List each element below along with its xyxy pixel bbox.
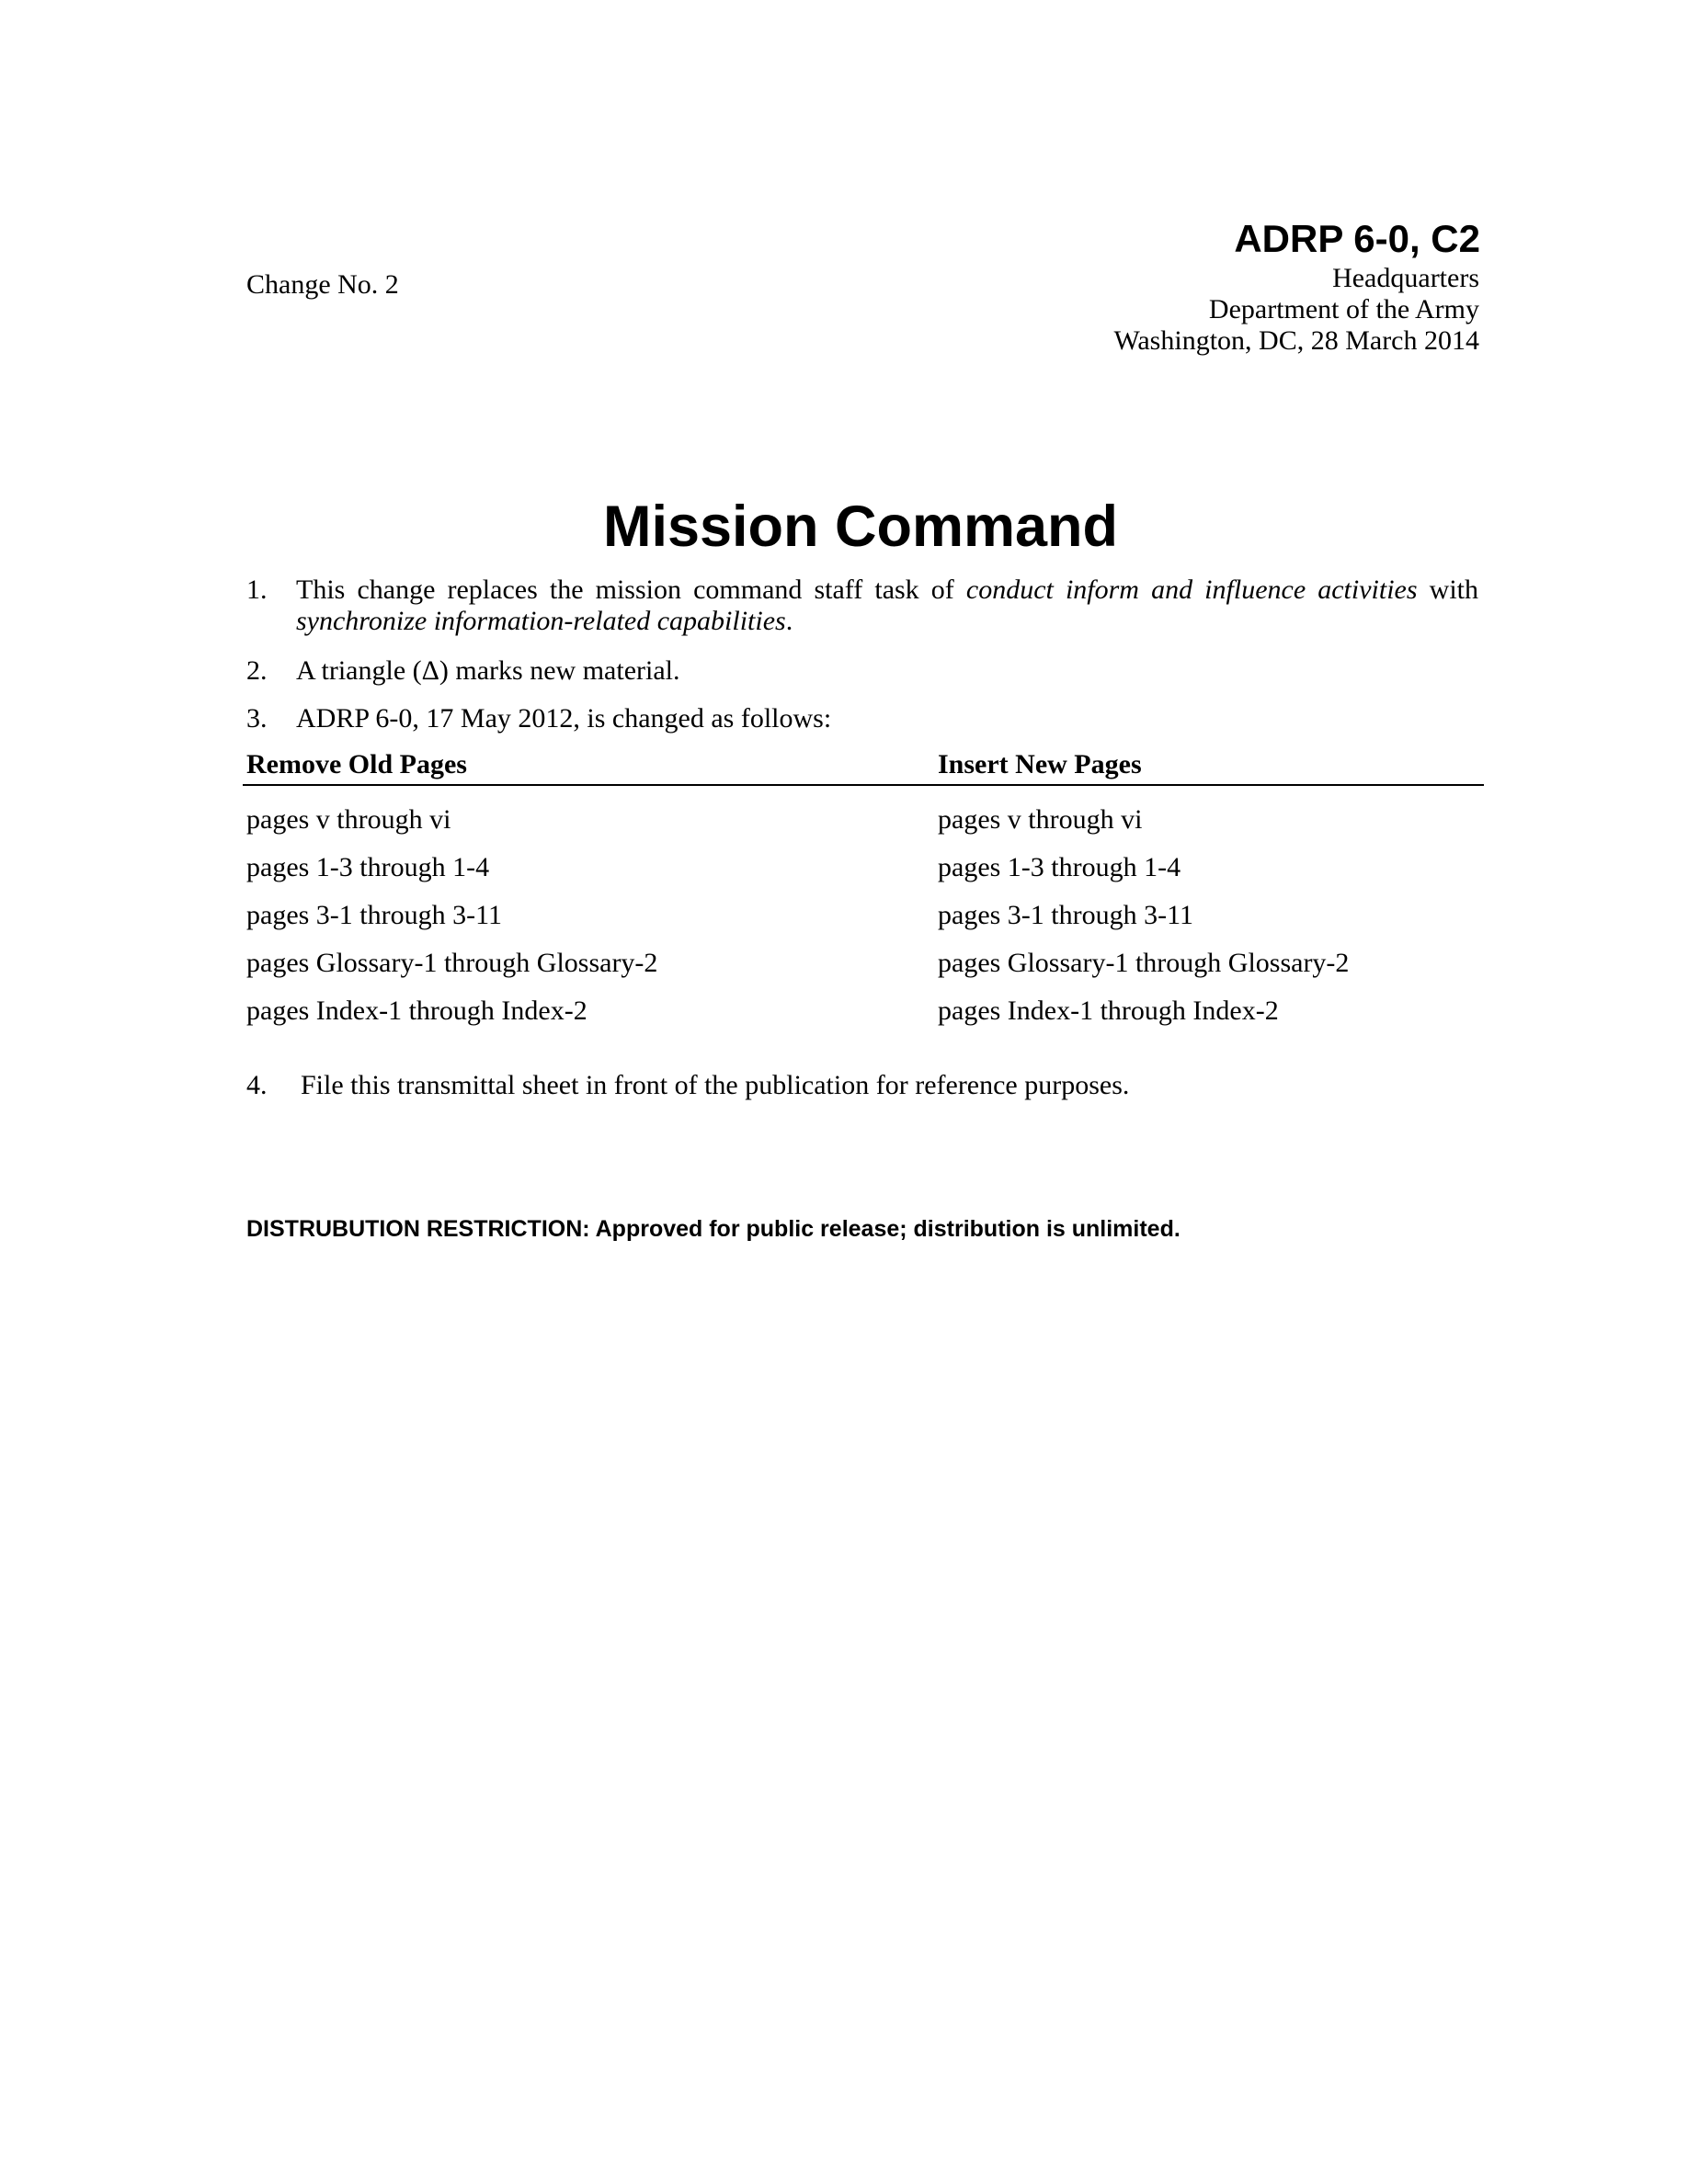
list-item [246, 574, 1478, 637]
table-cell: pages 3-1 through 3-11 [938, 900, 1193, 930]
table-cell: pages 1-3 through 1-4 [246, 852, 490, 882]
issuer-block [1113, 263, 1479, 357]
item-text-italic: synchronize information-related capabilities [296, 606, 786, 636]
table-row [243, 979, 1484, 1027]
table-row [243, 883, 1484, 931]
item-text-part: . [785, 606, 793, 636]
issuer-line: Headquarters [1332, 263, 1479, 293]
table-row [243, 785, 1484, 836]
change-number: Change No. 2 [246, 269, 399, 300]
item-text-italic: conduct inform and influence activities [965, 574, 1418, 605]
table-cell: pages Glossary-1 through Glossary-2 [938, 948, 1350, 978]
item-text-part: This change replaces the mission command staff task of [296, 574, 966, 605]
distribution-restriction: DISTRUBUTION RESTRICTION: Approved for public release; distribution is unlimited. [246, 1216, 1180, 1242]
list-item [246, 655, 1478, 687]
table-cell: pages Index-1 through Index-2 [246, 995, 587, 1026]
issuer-line: Department of the Army [1208, 294, 1479, 324]
page-title: Mission Command [602, 495, 1119, 559]
table-cell: pages Index-1 through Index-2 [938, 995, 1279, 1026]
list-item [246, 703, 1478, 734]
table-row [243, 836, 1484, 883]
item-text [296, 574, 1478, 637]
item-number: 2. [246, 655, 268, 686]
item-text: ADRP 6-0, 17 May 2012, is changed as follows: [296, 703, 832, 734]
item-number: 1. [246, 574, 268, 605]
table-cell: pages 1-3 through 1-4 [938, 852, 1181, 882]
table-cell: pages v through vi [246, 804, 451, 835]
issuer-date-line: Washington, DC, 28 March 2014 [1113, 325, 1479, 356]
table-row [243, 931, 1484, 979]
pages-table [243, 749, 1484, 1027]
item-text-part: with [1417, 574, 1478, 605]
item-text: A triangle (Δ) marks new material. [296, 655, 680, 686]
column-header-insert: Insert New Pages [934, 749, 1484, 785]
document-id: ADRP 6-0, C2 [1234, 217, 1480, 260]
table-cell: pages Glossary-1 through Glossary-2 [246, 948, 658, 978]
item-number: 3. [246, 703, 268, 734]
list-item [246, 1070, 1478, 1101]
table-header-row [243, 749, 1484, 785]
table-cell: pages 3-1 through 3-11 [246, 900, 502, 930]
table-cell: pages v through vi [938, 804, 1143, 835]
column-header-remove: Remove Old Pages [243, 749, 934, 785]
item-text: File this transmittal sheet in front of the publication for reference purposes. [301, 1070, 1130, 1100]
item-number: 4. [246, 1070, 268, 1100]
